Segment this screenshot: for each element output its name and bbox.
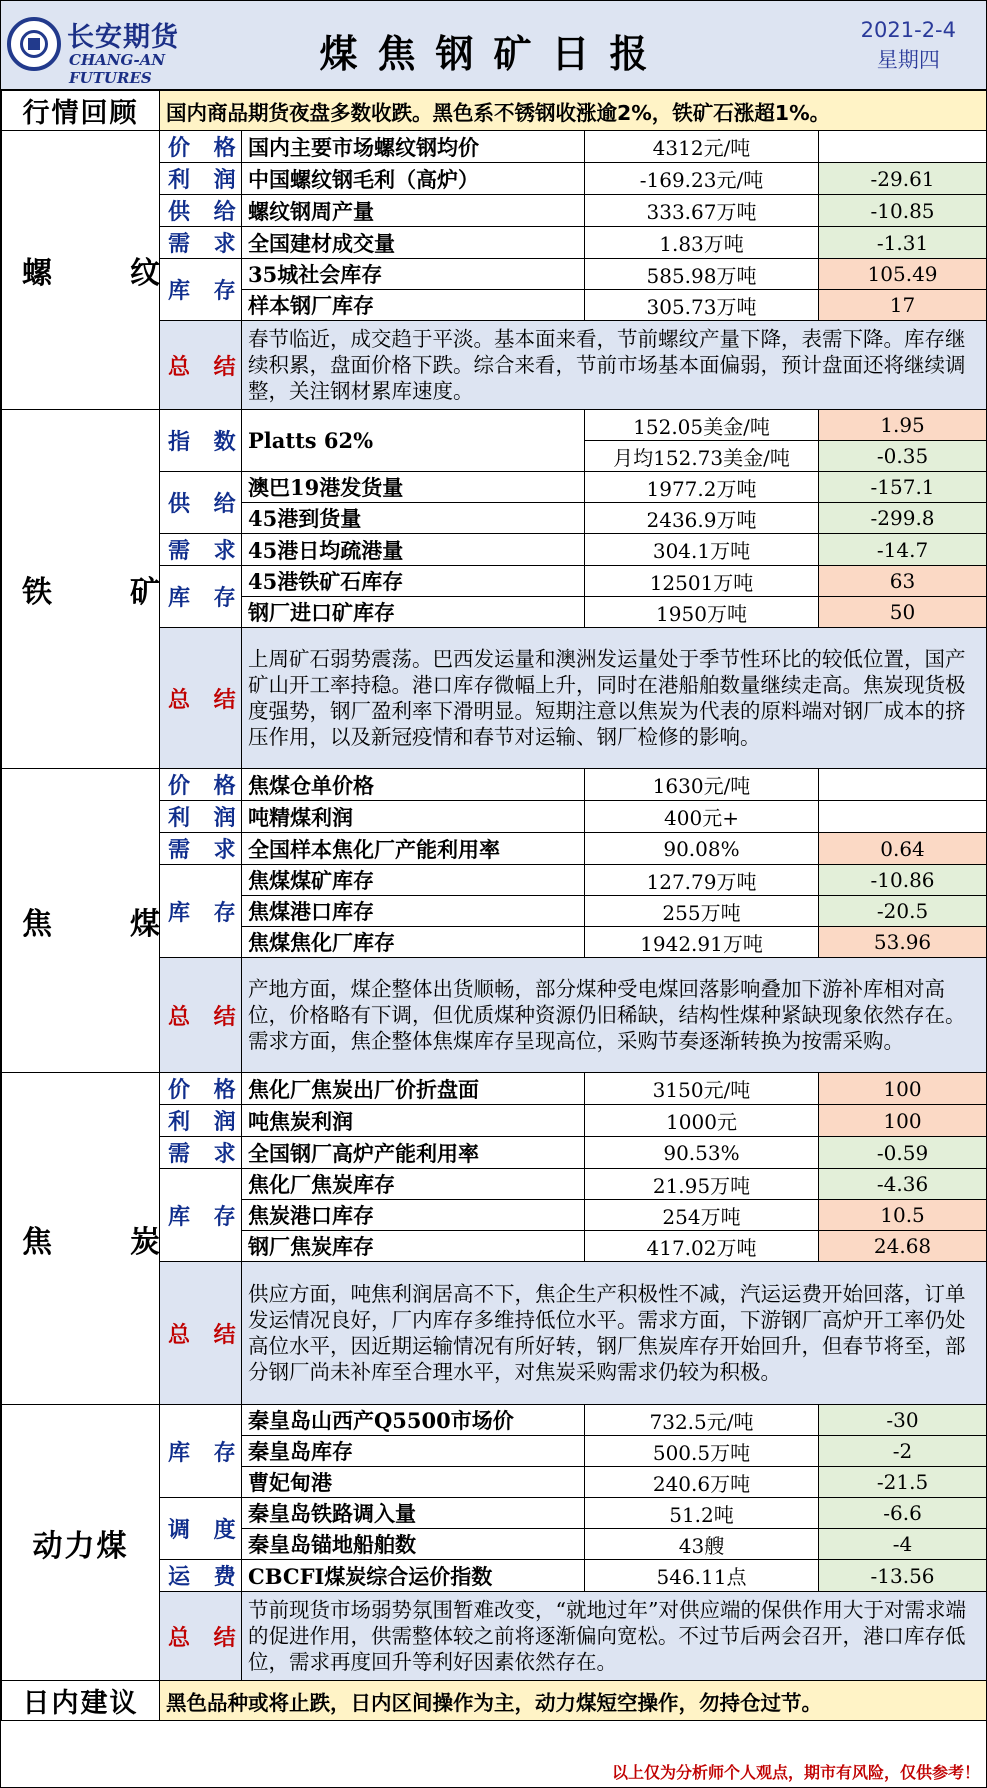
indicator-name: 钢厂进口矿库存 bbox=[242, 597, 585, 628]
indicator-change bbox=[819, 769, 987, 801]
indicator-change: -10.85 bbox=[819, 195, 987, 227]
indicator-change: -14.7 bbox=[819, 534, 987, 566]
logo-english-name: CHANG-AN FUTURES bbox=[69, 51, 166, 87]
indicator-value: 月均152.73美金/吨 bbox=[585, 441, 819, 472]
coke-summary-text: 供应方面，吨焦利润居高不下，焦企生产积极性不减，汽运运费开始回落，订单发运情况良好，厂内库存多维持低位水平。需求方面，下游钢厂高炉开工率仍处高位水平，因近期运输情况有所好转，钢厂焦炭库存开始回升，但春节将至，部分钢厂尚未补库至合理水平，对焦炭采购需求仍较为积极。 bbox=[242, 1262, 987, 1405]
section-label-rebar: 螺 纹 bbox=[2, 131, 160, 410]
section-label-coking-coal: 焦 煤 bbox=[2, 769, 160, 1073]
category-label: 运 费 bbox=[160, 1560, 242, 1592]
indicator-value: 90.08% bbox=[585, 833, 819, 865]
category-label: 利 润 bbox=[160, 1105, 242, 1137]
indicator-name: 焦煤仓单价格 bbox=[242, 769, 585, 801]
indicator-value: 1.83万吨 bbox=[585, 227, 819, 259]
indicator-name: 样本钢厂库存 bbox=[242, 290, 585, 321]
indicator-change: 1.95 bbox=[819, 410, 987, 441]
indicator-change: 50 bbox=[819, 597, 987, 628]
indicator-change: 17 bbox=[819, 290, 987, 321]
indicator-value: 127.79万吨 bbox=[585, 865, 819, 896]
indicator-value: 90.53% bbox=[585, 1137, 819, 1169]
indicator-name: Platts 62% bbox=[242, 410, 585, 472]
category-label: 库 存 bbox=[160, 865, 242, 958]
indicator-change: 10.5 bbox=[819, 1200, 987, 1231]
indicator-name: 全国建材成交量 bbox=[242, 227, 585, 259]
indicator-name: 螺纹钢周产量 bbox=[242, 195, 585, 227]
indicator-change: -29.61 bbox=[819, 163, 987, 195]
table-row bbox=[2, 769, 987, 801]
indicator-change: -13.56 bbox=[819, 1560, 987, 1592]
indicator-name: 焦化厂焦炭出厂价折盘面 bbox=[242, 1073, 585, 1105]
indicator-change: 0.64 bbox=[819, 833, 987, 865]
indicator-change bbox=[819, 801, 987, 833]
indicator-change: -157.1 bbox=[819, 472, 987, 503]
indicator-name: 45港到货量 bbox=[242, 503, 585, 534]
category-label: 价 格 bbox=[160, 769, 242, 801]
indicator-value: 400元+ bbox=[585, 801, 819, 833]
indicator-change: -10.86 bbox=[819, 865, 987, 896]
table-row bbox=[2, 1073, 987, 1105]
indicator-name: 焦炭港口库存 bbox=[242, 1200, 585, 1231]
indicator-change: -21.5 bbox=[819, 1467, 987, 1498]
indicator-change: 63 bbox=[819, 566, 987, 597]
indicator-value: 732.5元/吨 bbox=[585, 1405, 819, 1436]
report-table bbox=[1, 90, 987, 1721]
indicator-name: 全国样本焦化厂产能利用率 bbox=[242, 833, 585, 865]
category-label: 需 求 bbox=[160, 1137, 242, 1169]
indicator-name: 国内主要市场螺纹钢均价 bbox=[242, 131, 585, 163]
indicator-value: 12501万吨 bbox=[585, 566, 819, 597]
indicator-name: 焦煤港口库存 bbox=[242, 896, 585, 927]
indicator-change: -30 bbox=[819, 1405, 987, 1436]
indicator-name: 中国螺纹钢毛利（高炉） bbox=[242, 163, 585, 195]
indicator-name: 45港日均疏港量 bbox=[242, 534, 585, 566]
market-review-label: 行情回顾 bbox=[2, 91, 160, 131]
logo-chinese-name: 长安期货 bbox=[67, 22, 179, 53]
summary-label: 总 结 bbox=[160, 1592, 242, 1681]
indicator-value: 304.1万吨 bbox=[585, 534, 819, 566]
category-label: 价 格 bbox=[160, 131, 242, 163]
report-date: 2021-2-4 bbox=[860, 18, 956, 42]
category-label: 库 存 bbox=[160, 1405, 242, 1498]
indicator-name: 焦煤焦化厂库存 bbox=[242, 927, 585, 958]
category-label: 供 给 bbox=[160, 472, 242, 534]
indicator-value: 4312元/吨 bbox=[585, 131, 819, 163]
report-title: 煤焦钢矿日报 bbox=[319, 32, 668, 76]
indicator-value: 546.11点 bbox=[585, 1560, 819, 1592]
indicator-value: 500.5万吨 bbox=[585, 1436, 819, 1467]
category-label: 需 求 bbox=[160, 227, 242, 259]
report-date-block bbox=[861, 15, 956, 75]
category-label: 需 求 bbox=[160, 534, 242, 566]
summary-label: 总 结 bbox=[160, 958, 242, 1073]
indicator-name: 35城社会库存 bbox=[242, 259, 585, 290]
indicator-change: -4.36 bbox=[819, 1169, 987, 1200]
category-label: 利 润 bbox=[160, 163, 242, 195]
indicator-change: 53.96 bbox=[819, 927, 987, 958]
category-label: 库 存 bbox=[160, 1169, 242, 1262]
indicator-name: 秦皇岛山西产Q5500市场价 bbox=[242, 1405, 585, 1436]
summary-label: 总 结 bbox=[160, 628, 242, 769]
indicator-value: 240.6万吨 bbox=[585, 1467, 819, 1498]
indicator-value: 1630元/吨 bbox=[585, 769, 819, 801]
indicator-name: 澳巴19港发货量 bbox=[242, 472, 585, 503]
indicator-value: -169.23元/吨 bbox=[585, 163, 819, 195]
indicator-change: -0.35 bbox=[819, 441, 987, 472]
indicator-value: 3150元/吨 bbox=[585, 1073, 819, 1105]
intraday-advice-text: 黑色品种或将止跌，日内区间操作为主，动力煤短空操作，勿持仓过节。 bbox=[160, 1681, 987, 1721]
section-label-coke: 焦 炭 bbox=[2, 1073, 160, 1405]
category-label: 调 度 bbox=[160, 1498, 242, 1560]
indicator-value: 255万吨 bbox=[585, 896, 819, 927]
indicator-change: 24.68 bbox=[819, 1231, 987, 1262]
market-review-row bbox=[2, 91, 987, 131]
indicator-change: -20.5 bbox=[819, 896, 987, 927]
table-row bbox=[2, 410, 987, 441]
report-header bbox=[1, 1, 986, 91]
summary-label: 总 结 bbox=[160, 321, 242, 410]
category-label: 库 存 bbox=[160, 259, 242, 321]
disclaimer-text: 以上仅为分析师个人观点，期市有风险，仅供参考！ bbox=[611, 1763, 980, 1782]
indicator-value: 51.2吨 bbox=[585, 1498, 819, 1529]
indicator-name: 焦煤煤矿库存 bbox=[242, 865, 585, 896]
indicator-change: -299.8 bbox=[819, 503, 987, 534]
indicator-name: 曹妃甸港 bbox=[242, 1467, 585, 1498]
indicator-value: 1000元 bbox=[585, 1105, 819, 1137]
thermal-coal-summary-text: 节前现货市场弱势氛围暂难改变，“就地过年”对供应端的保供作用大于对需求端的促进作用，供需整体较之前将逐渐偏向宽松。不过节后两会召开，港口库存低位，需求再度回升等利好因素依然存在。 bbox=[242, 1592, 987, 1681]
indicator-value: 585.98万吨 bbox=[585, 259, 819, 290]
indicator-change: 100 bbox=[819, 1105, 987, 1137]
indicator-change: 100 bbox=[819, 1073, 987, 1105]
section-label-thermal-coal: 动力煤 bbox=[2, 1405, 160, 1681]
indicator-change: -1.31 bbox=[819, 227, 987, 259]
indicator-name: 钢厂焦炭库存 bbox=[242, 1231, 585, 1262]
intraday-advice-row bbox=[2, 1681, 987, 1721]
indicator-value: 305.73万吨 bbox=[585, 290, 819, 321]
iron-ore-summary-text: 上周矿石弱势震荡。巴西发运量和澳洲发运量处于季节性环比的较低位置，国产矿山开工率持稳。港口库存微幅上升，同时在港船舶数量继续走高。焦炭现货极度强势，钢厂盈利率下滑明显。短期注意以焦炭为代表的原料端对钢厂成本的挤压作用，以及新冠疫情和春节对运输、钢厂检修的影响。 bbox=[242, 628, 987, 769]
indicator-value: 254万吨 bbox=[585, 1200, 819, 1231]
indicator-name: 吨焦炭利润 bbox=[242, 1105, 585, 1137]
category-label: 价 格 bbox=[160, 1073, 242, 1105]
indicator-change: -6.6 bbox=[819, 1498, 987, 1529]
category-label: 库 存 bbox=[160, 566, 242, 628]
table-row bbox=[2, 131, 987, 163]
indicator-value: 152.05美金/吨 bbox=[585, 410, 819, 441]
report-weekday: 星期四 bbox=[876, 48, 940, 72]
rebar-summary-text: 春节临近，成交趋于平淡。基本面来看，节前螺纹产量下降，表需下降。库存继续积累，盘面价格下跌。综合来看，节前市场基本面偏弱，预计盘面还将继续调整，关注钢材累库速度。 bbox=[242, 321, 987, 410]
market-review-text: 国内商品期货夜盘多数收跌。黑色系不锈钢收涨逾2%，铁矿石涨超1%。 bbox=[160, 91, 987, 131]
indicator-value: 417.02万吨 bbox=[585, 1231, 819, 1262]
section-label-iron-ore: 铁 矿 bbox=[2, 410, 160, 769]
coking-coal-summary-text: 产地方面，煤企整体出货顺畅，部分煤种受电煤回落影响叠加下游补库相对高位，价格略有下调，但优质煤种资源仍旧稀缺，结构性煤种紧缺现象依然存在。需求方面，焦企整体焦煤库存呈现高位，采购节奏逐渐转换为按需采购。 bbox=[242, 958, 987, 1073]
category-label: 利 润 bbox=[160, 801, 242, 833]
indicator-value: 1942.91万吨 bbox=[585, 927, 819, 958]
indicator-value: 43艘 bbox=[585, 1529, 819, 1560]
indicator-name: CBCFI煤炭综合运价指数 bbox=[242, 1560, 585, 1592]
summary-label: 总 结 bbox=[160, 1262, 242, 1405]
indicator-name: 焦化厂焦炭库存 bbox=[242, 1169, 585, 1200]
table-row bbox=[2, 1405, 987, 1436]
indicator-name: 秦皇岛锚地船舶数 bbox=[242, 1529, 585, 1560]
indicator-change: -2 bbox=[819, 1436, 987, 1467]
indicator-value: 1977.2万吨 bbox=[585, 472, 819, 503]
category-label: 需 求 bbox=[160, 833, 242, 865]
indicator-value: 333.67万吨 bbox=[585, 195, 819, 227]
indicator-name: 秦皇岛库存 bbox=[242, 1436, 585, 1467]
indicator-name: 全国钢厂高炉产能利用率 bbox=[242, 1137, 585, 1169]
intraday-advice-label: 日内建议 bbox=[2, 1681, 160, 1721]
indicator-name: 秦皇岛铁路调入量 bbox=[242, 1498, 585, 1529]
indicator-change: -4 bbox=[819, 1529, 987, 1560]
indicator-change: 105.49 bbox=[819, 259, 987, 290]
indicator-change bbox=[819, 131, 987, 163]
indicator-name: 45港铁矿石库存 bbox=[242, 566, 585, 597]
indicator-name: 吨精煤利润 bbox=[242, 801, 585, 833]
indicator-value: 2436.9万吨 bbox=[585, 503, 819, 534]
indicator-change: -0.59 bbox=[819, 1137, 987, 1169]
category-label: 指 数 bbox=[160, 410, 242, 472]
indicator-value: 1950万吨 bbox=[585, 597, 819, 628]
indicator-value: 21.95万吨 bbox=[585, 1169, 819, 1200]
category-label: 供 给 bbox=[160, 195, 242, 227]
